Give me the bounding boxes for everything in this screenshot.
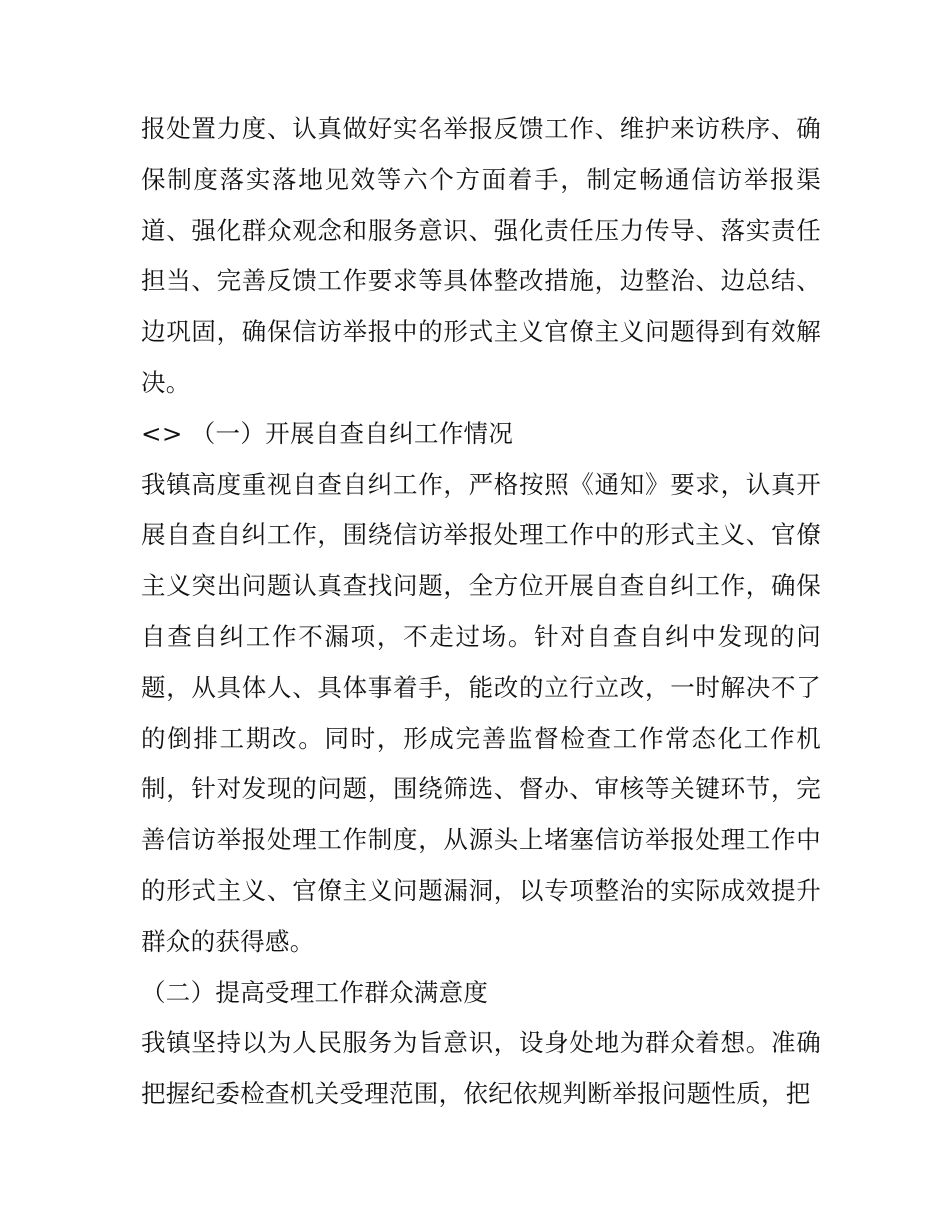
paragraph-self-inspection: 我镇高度重视自查自纠工作，严格按照《通知》要求，认真开展自查自纠工作，围绕信访举报处理工作中的形式主义、官僚主义突出问题认真查找问题，全方位开展自查自纠工作，确保自查自纠工作不漏项，不走过场。针对自查自纠中发现的问题，从具体人、具体事着手，能改的立行立改，一时解决不了的倒排工期改。同时，形成完善监督检查工作常态化工作机制，针对发现的问题，围绕筛选、督办、审核等关键环节，完善信访举报处理工作制度，从源头上堵塞信访举报处理工作中的形式主义、官僚主义问题漏洞，以专项整治的实际成效提升群众的获得感。 [141, 469, 821, 956]
paragraph-satisfaction: 我镇坚持以为人民服务为旨意识，设身处地为群众着想。准确把握纪委检查机关受理范围，依纪依规判断举报问题性质，把 [141, 1028, 821, 1109]
section-heading-satisfaction: （二）提高受理工作群众满意度 [141, 977, 489, 1007]
document-body [141, 104, 821, 1120]
paragraph-rectification-measures: 报处置力度、认真做好实名举报反馈工作、维护来访秩序、确保制度落实落地见效等六个方面着手，制定畅通信访举报渠道、强化群众观念和服务意识、强化责任压力传导、落实责任担当、完善反馈工作要求等具体整改措施，边整治、边总结、边巩固，确保信访举报中的形式主义官僚主义问题得到有效解决。 [141, 114, 821, 397]
section-heading-self-inspection: <> （一）开展自查自纠工作情况 [141, 418, 514, 448]
